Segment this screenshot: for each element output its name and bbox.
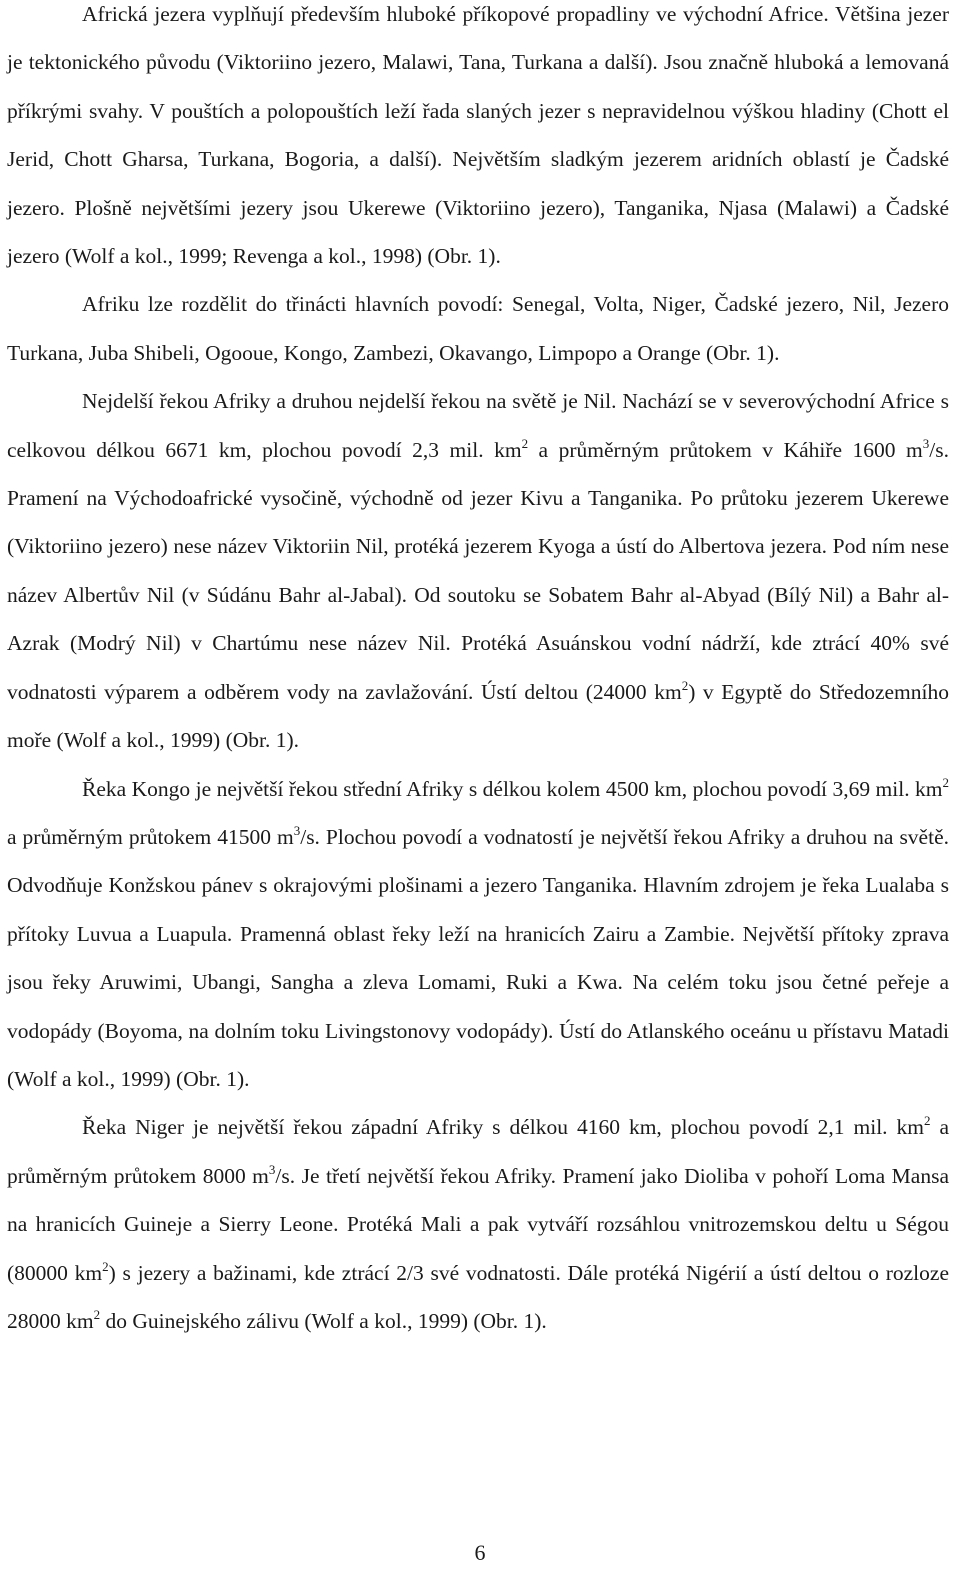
paragraph — [7, 377, 949, 764]
superscript-exponent: 2 — [102, 1258, 109, 1274]
text-segment: Africká jezera vyplňují především hluboké příkopové propadliny ve východní Africe. Většina jezer je tektonického původu (Viktoriino jezero, Malawi, Tana, Turkana a další). Jsou značně hluboká a lemovaná příkrými svahy. V pouštích a polopouštích leží řada slaných jezer s nepravidelnou výškou hladiny (Chott el Jerid, Chott Gharsa, Turkana, Bogoria, a další). Největším sladkým jezerem aridních oblastí je Čadské jezero. Plošně největšími jezery jsou Ukerewe (Viktoriino jezero), Tanganika, Njasa (Malawi) a Čadské jezero (Wolf a kol., 1999; Revenga a kol., 1998) (Obr. 1). — [7, 2, 949, 269]
superscript-exponent: 2 — [521, 435, 529, 451]
text-segment: a průměrným průtokem 41500 m — [7, 824, 294, 849]
superscript-exponent: 3 — [922, 435, 930, 451]
text-segment: Řeka Niger je největší řekou západní Afriky s délkou 4160 km, plochou povodí 2,1 mil. km — [82, 1115, 924, 1140]
superscript-exponent: 2 — [923, 1113, 931, 1129]
paragraph — [7, 280, 949, 377]
text-segment: a průměrným průtokem 8000 m — [7, 1115, 949, 1188]
text-segment: ) v Egyptě do Středozemního moře (Wolf a kol., 1999) (Obr. 1). — [7, 679, 949, 753]
page-number: 6 — [474, 1540, 486, 1565]
text-segment: Afriku lze rozdělit do třinácti hlavních povodí: Senegal, Volta, Niger, Čadské jezero, Nil, Jezero Turkana, Juba Shibeli, Ogooue, Kongo, Zambezi, Okavango, Limpopo a Orange (Obr. 1). — [7, 292, 949, 365]
text-segment: /s. Je třetí největší řekou Afriky. Pramení jako Dioliba v pohoří Loma Mansa na hranicích Guineje a Sierry Leone. Protéká Mali a pak vytváří rozsáhlou vnitrozemskou deltu u Ségou (80000 km — [7, 1163, 949, 1285]
paragraph — [7, 1103, 949, 1345]
superscript-exponent: 3 — [293, 822, 301, 838]
superscript-exponent: 2 — [93, 1306, 101, 1322]
paragraph — [7, 765, 949, 1104]
document-body — [7, 0, 949, 1345]
text-segment: ) s jezery a bažinami, kde ztrácí 2/3 své vodnatosti. Dále protéká Nigérií a ústí deltou o rozloze 28000 km — [7, 1260, 949, 1333]
text-segment: /s. Pramení na Východoafrické vysočině, východně od jezer Kivu a Tanganika. Po průtoku jezerem Ukerewe (Viktoriino jezero) nese název Viktoriin Nil, protéká jezerem Kyoga a ústí do Albertova jezera. Pod ním nese název Albertův Nil (v Súdánu Bahr al-Jabal). Od soutoku se Sobatem Bahr al-Abyad (Bílý Nil) a Bahr al-Azrak (Modrý Nil) v Chartúmu nese název Nil. Protéká Asuánskou vodní nádrží, kde ztrácí 40% své vodnatosti výparem a odběrem vody na zavlažování. Ústí deltou (24000 km — [7, 437, 949, 704]
text-segment: Nejdelší řekou Afriky a druhou nejdelší řekou na světě je Nil. Nachází se v severovýchodní Africe s celkovou délkou 6671 km, plochou povodí 2,3 mil. km — [7, 389, 949, 462]
text-segment: a průměrným průtokem v Káhiře 1600 m — [528, 437, 923, 462]
text-segment: Řeka Kongo je největší řekou střední Afriky s délkou kolem 4500 km, plochou povodí 3,69 mil. km — [82, 776, 943, 801]
paragraph — [7, 0, 949, 280]
superscript-exponent: 2 — [942, 774, 949, 790]
superscript-exponent: 3 — [268, 1161, 276, 1177]
text-segment: /s. Plochou povodí a vodnatostí je největší řekou Afriky a druhou na světě. Odvodňuje Konžskou pánev s okrajovými plošinami a jezero Tanganika. Hlavním zdrojem je řeka Lualaba s přítoky Luvua a Luapula. Pramenná oblast řeky leží na hranicích Zairu a Zambie. Největší přítoky zprava jsou řeky Aruwimi, Ubangi, Sangha a zleva Lomami, Ruki a Kwa. Na celém toku jsou četné peřeje a vodopády (Boyoma, na dolním toku Livingstonovy vodopády). Ústí do Atlanského oceánu u přístavu Matadi (Wolf a kol., 1999) (Obr. 1). — [7, 824, 949, 1091]
superscript-exponent: 2 — [681, 677, 689, 693]
text-segment: do Guinejského zálivu (Wolf a kol., 1999) (Obr. 1). — [100, 1308, 547, 1333]
